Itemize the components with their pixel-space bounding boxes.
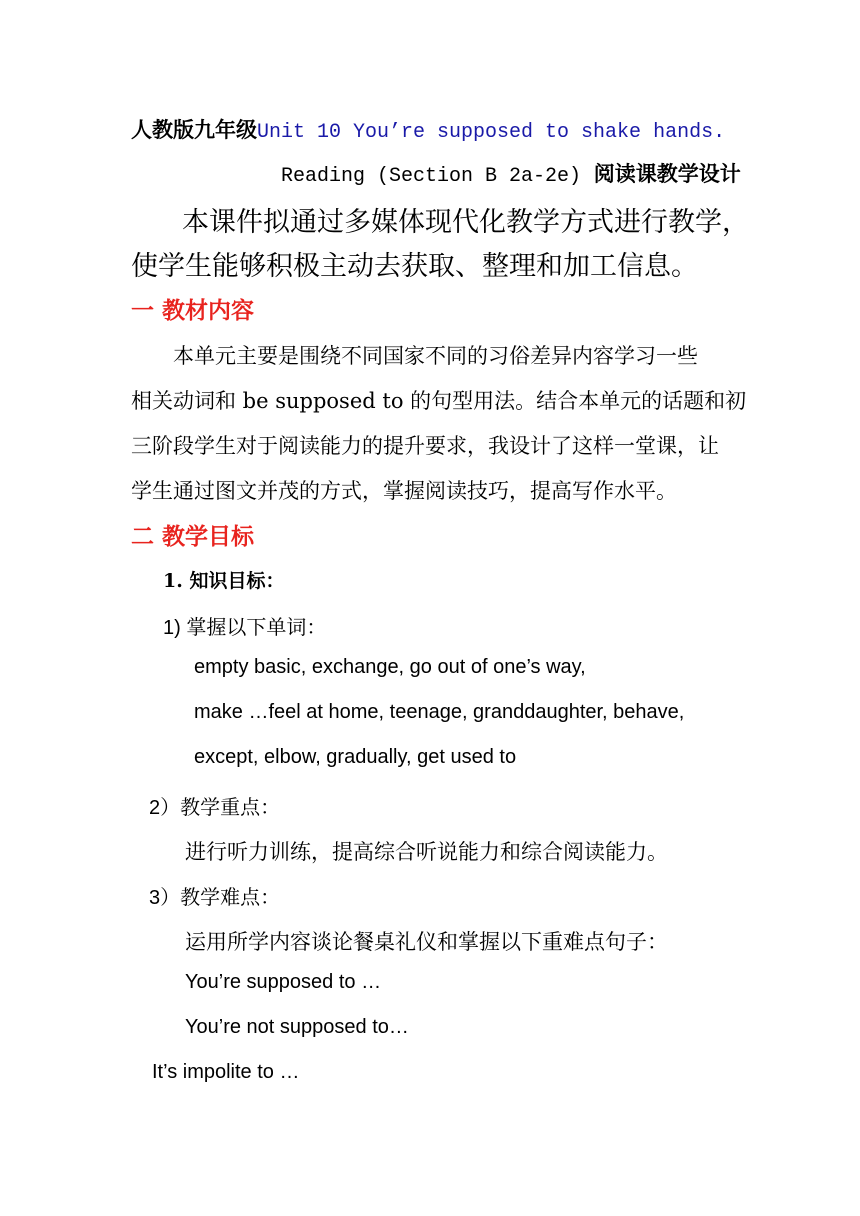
key-points-text: 进行听力训练，提高综合听说能力和综合阅读能力。 [185, 840, 668, 864]
materials-para-line-4: 学生通过图文并茂的方式，掌握阅读技巧，提高写作水平。 [131, 479, 677, 503]
vocab-label: 1) 掌握以下单词： [163, 617, 327, 639]
sentence-pattern-2: You’re not supposed to… [185, 1016, 409, 1038]
difficult-points-text: 运用所学内容谈论餐桌礼仪和掌握以下重难点句子： [185, 930, 668, 954]
vocab-line-1: empty basic, exchange, go out of one’s way, [194, 656, 586, 678]
materials-para-line-2: 相关动词和 be supposed to 的句型用法。结合本单元的话题和初 [131, 389, 747, 413]
knowledge-objective-label: 1. 知识目标： [163, 570, 285, 592]
subtitle-cn: 阅读课教学设计 [593, 161, 741, 186]
materials-para-line-3: 三阶段学生对于阅读能力的提升要求，我设计了这样一堂课，让 [131, 434, 719, 458]
difficult-points-label: 3）教学难点： [149, 887, 281, 909]
vocab-line-3: except, elbow, gradually, get used to [194, 746, 517, 768]
key-points-label: 2）教学重点： [149, 797, 281, 819]
intro-line-2: 使学生能够积极主动去获取、整理和加工信息。 [131, 251, 698, 282]
title-prefix: 人教版九年级 [131, 117, 257, 142]
sentence-pattern-1: You’re supposed to … [185, 971, 382, 993]
materials-para-line-1: 本单元主要是围绕不同国家不同的习俗差异内容学习一些 [173, 344, 698, 368]
intro-line-1: 本课件拟通过多媒体现代化教学方式进行教学， [182, 207, 749, 238]
unit-title: Unit 10 You’re supposed to shake hands. [257, 121, 726, 144]
sentence-pattern-3: It’s impolite to … [152, 1061, 300, 1083]
title-line [131, 114, 725, 144]
vocab-line-2: make …feel at home, teenage, granddaughter, behave, [194, 701, 685, 723]
subtitle-line [281, 158, 741, 188]
section-heading-objectives: 二 教学目标 [131, 523, 255, 550]
section-heading-materials: 一 教材内容 [131, 297, 255, 324]
subtitle-en: Reading (Section B 2a-2e) [281, 165, 582, 188]
